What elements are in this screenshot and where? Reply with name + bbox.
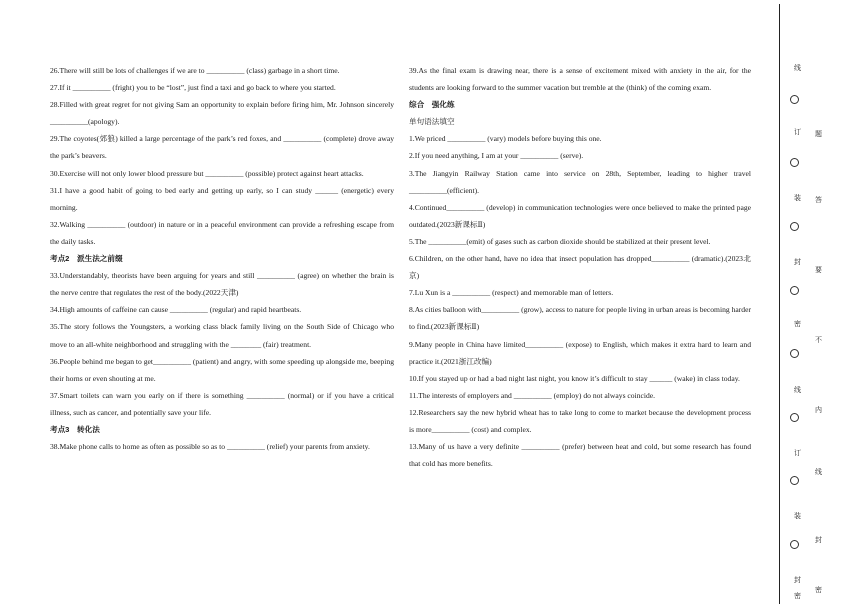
binding-mark-inner: 线	[815, 468, 822, 476]
question-item: 2.If you need anything, I am at your __________ (serve).	[409, 151, 584, 161]
binding-mark-outer: 封	[794, 576, 801, 584]
binding-mark-inner: 题	[815, 130, 822, 138]
question-item: 37.Smart toilets can warn you early on if there is something __________ (normal) or if you have a critical illness, such as cancer, and potentially save your life.	[50, 390, 394, 417]
question-item: 6.Children, on the other hand, have no idea that insect population has dropped__________ (dramatic).(2023北京)	[409, 254, 751, 281]
binding-mark-outer: 装	[794, 512, 801, 520]
question-item: 10.If you stayed up or had a bad night last night, you know it’s difficult to stay ______ (wake) in class today.	[409, 373, 740, 383]
question-item: 12.Researchers say the new hybrid wheat has to take long to come to market because the development process is more__________ (cost) and complex.	[409, 407, 751, 434]
section-heading: 综合 强化练	[409, 100, 455, 110]
binding-circle	[790, 476, 799, 485]
question-item: 36.People behind me began to get__________ (patient) and angry, with some speeding up alongside me, beeping their horns or even shouting at me.	[50, 356, 394, 383]
question-item: 30.Exercise will not only lower blood pressure but __________ (possible) protect against heart attacks.	[50, 168, 364, 178]
question-item: 31.I have a good habit of going to bed early and getting up early, so I can study ______ (energetic) every morning.	[50, 185, 394, 212]
question-item: 26.There will still be lots of challenges if we are to __________ (class) garbage in a short time.	[50, 66, 340, 75]
binding-mark-inner: 答	[815, 196, 822, 204]
question-item: 4.Continued__________ (develop) in communication technologies were once believed to make the printed page outdated.(2023新课标Ⅱ)	[409, 202, 751, 229]
binding-mark-outer: 封	[794, 258, 801, 266]
binding-mark-outer: 订	[794, 128, 801, 136]
question-item: 9.Many people in China have limited__________ (expose) to English, which makes it extra hard to learn and practice it.(2021浙江改编)	[409, 339, 751, 366]
binding-mark-outer: 密	[794, 592, 801, 600]
binding-strip	[760, 0, 860, 608]
binding-line	[779, 4, 780, 604]
question-item: 13.Many of us have a very definite __________ (prefer) between heat and cold, but some research has found that cold has more benefits.	[409, 442, 751, 469]
binding-circle	[790, 540, 799, 549]
question-item: 28.Filled with great regret for not giving Sam an opportunity to explain before firing him, Mr. Johnson sincerely __________(apology).	[50, 100, 394, 127]
section-heading: 考点2 派生法之前缀	[50, 254, 123, 264]
question-item: 32.Walking __________ (outdoor) in nature or in a peaceful environment can provide a refreshing escape from the daily tasks.	[50, 219, 394, 246]
binding-mark-inner: 密	[815, 586, 822, 594]
question-item: 27.If it __________ (fright) you to be “lost”, just find a taxi and go back to where you started.	[50, 83, 336, 93]
binding-mark-outer: 密	[794, 320, 801, 328]
left-column	[50, 62, 394, 455]
question-item: 5.The __________(emit) of gases such as carbon dioxide should be stabilized at their present level.	[409, 236, 711, 246]
question-item: 7.Lu Xun is a __________ (respect) and memorable man of letters.	[409, 288, 614, 298]
question-item: 39.As the final exam is drawing near, there is a sense of excitement mixed with anxiety in the air, for the students are looking forward to the summer vacation but tremble at the (think) of the coming exam.	[409, 66, 751, 93]
binding-circle	[790, 222, 799, 231]
right-column	[409, 62, 751, 472]
binding-mark-outer: 装	[794, 194, 801, 202]
binding-circle	[790, 413, 799, 422]
binding-circle	[790, 286, 799, 295]
binding-mark-inner: 封	[815, 536, 822, 544]
binding-mark-inner: 要	[815, 266, 822, 274]
binding-mark-outer: 订	[794, 449, 801, 457]
binding-circle	[790, 158, 799, 167]
question-item: 1.We priced __________ (vary) models before buying this one.	[409, 134, 602, 144]
binding-mark-inner: 内	[815, 406, 822, 414]
binding-mark-outer: 线	[794, 64, 801, 72]
question-item: 11.The interests of employers and __________ (employ) do not always coincide.	[409, 390, 656, 400]
question-item: 33.Understandably, theorists have been arguing for years and still __________ (agree) on whether the brain is the nerve centre that regulates the rest of the body.(2022天津)	[50, 271, 394, 298]
question-item: 35.The story follows the Youngsters, a working class black family living on the South Side of Chicago who move to an all-white neighborhood and struggling with the ________ (fair) treatment.	[50, 322, 394, 349]
binding-mark-outer: 线	[794, 386, 801, 394]
sub-heading: 单句语法填空	[409, 117, 455, 127]
question-item: 8.As cities balloon with__________ (grow), access to nature for people living in urban areas is becoming harder to find.(2023新课标Ⅱ)	[409, 305, 751, 332]
binding-circle	[790, 349, 799, 358]
question-item: 29.The coyotes(郊狼) killed a large percentage of the park’s red foxes, and __________ (complete) drove away the park’s beavers.	[50, 134, 394, 161]
question-item: 34.High amounts of caffeine can cause __________ (regular) and rapid heartbeats.	[50, 305, 302, 315]
binding-circle	[790, 95, 799, 104]
binding-mark-inner: 不	[815, 336, 822, 344]
question-item: 38.Make phone calls to home as often as possible so as to __________ (relief) your parents from anxiety.	[50, 442, 370, 452]
section-heading: 考点3 转化法	[50, 424, 100, 434]
question-item: 3.The Jiangyin Railway Station came into service on 28th, September, leading to higher travel __________(efficient).	[409, 168, 751, 195]
